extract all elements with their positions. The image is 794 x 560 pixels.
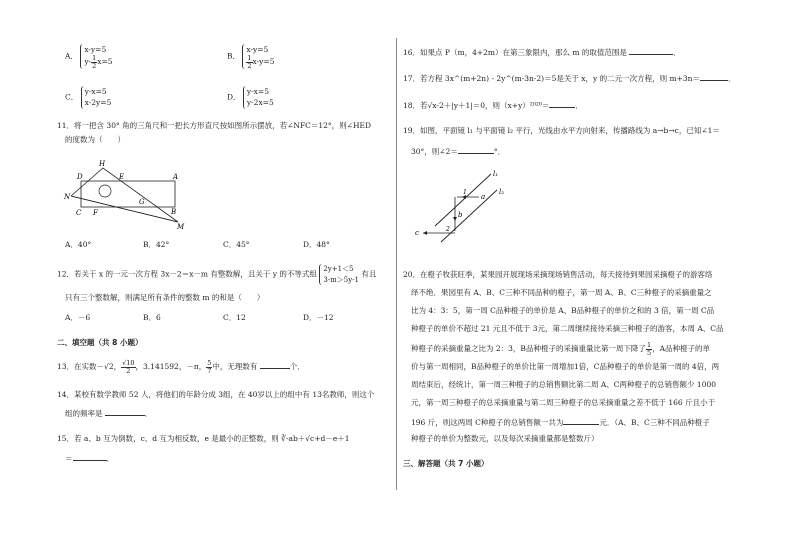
q10-a-frac-den: 2 [92, 61, 97, 70]
label-ray-c: c [415, 229, 419, 237]
label-angle-1: 1 [463, 189, 467, 196]
q18 [403, 99, 583, 111]
q20-line6: 价与第一周相同，B品种橙子的单价比第一周增加1倍，C品种橙子的单价是第一周的 4倍，两 [411, 362, 720, 371]
q19-line1: 19．如图，平面镜 l₁ 与平面镜 l₂ 平行，光线由水平方向射来，传播路线为 a→b→c，已知∠1＝ [403, 126, 720, 135]
label-m: M [177, 223, 185, 231]
q12-line1-end: 有且 [361, 269, 377, 279]
q17-end: ． [727, 74, 736, 83]
q11-option-c: C．45° [223, 240, 250, 249]
q10-b-system [242, 44, 274, 69]
q20-line10: 种橙子的单价为整数元，以及每次采摘重量都是整数斤） [411, 434, 599, 443]
q12-option-d: D．－12 [303, 313, 334, 322]
q13-post: 中，无理数有 [212, 362, 258, 371]
q10-a-label: A． [65, 51, 78, 61]
q19-line2 [411, 145, 505, 157]
q12-line2: 只有三个整数解，则满足所有条件的整数 m 的和是（ ） [65, 293, 265, 302]
q12-option-c: C．12 [223, 313, 246, 322]
q18-answer-blank[interactable] [549, 99, 575, 108]
q11-line2: 的度数为（ ） [65, 135, 125, 144]
arrow-b [453, 217, 457, 221]
label-b: B [171, 208, 177, 216]
q12-ineq2: 3-m＞5y-1 [323, 275, 360, 284]
q10-c-system [81, 86, 112, 109]
arrow-c [423, 231, 427, 235]
q11-option-d: D．48° [303, 240, 330, 249]
q10-a-eq2-pre: y- [84, 57, 92, 67]
q10-d-eq2: y-2x=5 [246, 98, 274, 108]
q15-line2 [65, 452, 114, 464]
q20-frac-den: 5 [646, 348, 652, 357]
q10-b-frac-den: 2 [247, 61, 252, 70]
q20-line7: 周结束后，经统计，第一周三种橙子的总销售额比第二周 A、C两种橙子的总销售额少 1000 [411, 380, 717, 389]
q15-end: ． [106, 454, 114, 463]
q20-line1: 20．在橙子牧获旺季，某果园开展现场采摘现场销售活动，每天接待到果园采摘橙子的游客络 [403, 270, 713, 279]
label-c: C [76, 209, 82, 217]
q17-answer-blank[interactable] [700, 72, 728, 81]
q11-option-a: A．40° [65, 240, 92, 249]
label-g: G [139, 198, 145, 206]
ruler-rectangle [81, 181, 175, 207]
q10-option-d [227, 86, 274, 109]
label-l2: l₂ [499, 188, 505, 196]
label-ray-a: a [481, 193, 486, 201]
q18-end: ． [575, 101, 583, 110]
q10-b-eq1: x-y=5 [246, 45, 269, 54]
q13-frac2-num: 5 [207, 359, 212, 367]
q12-ineq1: 2y+1＜5 [323, 265, 354, 273]
q16-text: 16．如果点 P（m，4+2m）在第三象限内，那么 m 的取值范围是 [403, 48, 627, 57]
q20-line5 [411, 342, 710, 356]
section-3-heading: 三、解答题（共 7 小题） [403, 459, 489, 468]
label-angle-2: 2 [446, 226, 450, 233]
q20-answer-blank[interactable] [563, 416, 599, 425]
q13-end: 个． [289, 362, 305, 371]
label-l1: l₁ [493, 170, 499, 178]
q10-option-a [65, 44, 113, 69]
q10-a-system [80, 44, 112, 69]
triangle-ruler [71, 168, 178, 222]
q14-end: ． [144, 409, 153, 418]
q10-d-eq1: y-x=5 [246, 87, 269, 96]
q15-line1: 15．若 a、b 互为倒数，c、d 互为相反数，e 是最小的正整数，则 ∛-ab＋√c+d－e＋1 [57, 434, 350, 443]
q13-frac2-den: 7 [207, 366, 212, 375]
q10-b-eq2: x-y=5 [252, 57, 275, 67]
q19-line2-text: 30°，则∠2＝ [411, 147, 458, 156]
q10-b-frac-num: 1 [247, 54, 252, 63]
label-h: H [99, 160, 106, 168]
triangle-hypotenuse [71, 196, 178, 222]
q13-pre: 13．在实数－√2， [57, 362, 122, 371]
q11-figure [63, 160, 183, 230]
q16-answer-blank[interactable] [629, 46, 673, 55]
q20-line8: 元，第一周三种橙子的总采摘重量与第二周三种橙子的总采摘重量之差不低于 166 斤且小于 [411, 398, 716, 407]
q10-a-frac-num: 1 [92, 54, 97, 63]
q16-end: ． [673, 48, 681, 57]
label-ray-b: b [458, 211, 463, 219]
q12-option-b: B．6 [143, 313, 161, 322]
q10-option-b [227, 44, 274, 69]
section-2-heading: 二、填空题（共 8 小题） [57, 338, 143, 347]
q13-mid: ，3.141592，－π， [135, 362, 207, 371]
q20-line4: 种橙子的单价不超过 21 元且不低于 3元，第二周继续接待采摘三种橙子的游客，本周 A、C品 [411, 324, 724, 333]
q18-text: 18．若√x-2＋|y＋1|＝0，则（x+y）²⁰²⁰＝ [403, 101, 550, 110]
q10-option-c [65, 86, 111, 109]
q13-frac1 [121, 360, 135, 374]
q15-equals: ＝ [65, 454, 73, 463]
q20-line5-end: ，A品种橙子的单 [652, 344, 710, 353]
column-divider [396, 38, 397, 490]
q10-b-label: B． [227, 51, 241, 61]
q19-figure [415, 168, 525, 243]
q10-a-eq2-post: x=5 [97, 57, 113, 67]
q19-end: °． [493, 147, 506, 156]
q20-frac-num: 1 [646, 341, 652, 349]
q13-frac1-den: 2 [126, 366, 131, 375]
triangle-hole [99, 185, 111, 197]
q10-a-eq1: x-y=5 [84, 45, 107, 54]
q10-c-eq1: y-x=5 [84, 87, 107, 96]
mirror-l2 [441, 190, 497, 242]
q13-frac1-num: √10 [122, 359, 135, 367]
q14-line2-text: 组的频率是 [65, 409, 103, 418]
q13-answer-blank[interactable] [260, 360, 290, 369]
q12-system [319, 264, 359, 285]
q19-answer-blank[interactable] [458, 145, 494, 154]
q12-line1 [57, 264, 376, 285]
label-n: N [64, 193, 71, 201]
q20-line9-end: 元．（A、B、C三种不同品种橙子 [599, 418, 710, 427]
q12-option-a: A．－6 [65, 313, 91, 322]
q14-line2 [65, 407, 152, 419]
q20-line9 [411, 416, 710, 428]
label-e: E [119, 173, 125, 181]
q20-line2: 绎不绝．果园里有 A、B、C三种不同品种的橙子，第一周 A、B、C三种橙子的采摘重量之 [411, 288, 712, 297]
q10-d-label: D． [227, 92, 241, 102]
q20-line9-text: 196 斤，则这两周 C种橙子的总销售额一共为 [411, 418, 564, 427]
q11-option-b: B．42° [143, 240, 170, 249]
q16 [403, 46, 681, 58]
q17 [403, 72, 735, 84]
q10-c-eq2: x-2y=5 [84, 98, 112, 108]
q14-answer-blank[interactable] [105, 407, 145, 416]
q12-line1-text: 12．若关于 x 的一元一次方程 3x－2＝x－m 有整数解，且关于 y 的不等式组 [57, 269, 317, 279]
label-d: D [77, 173, 83, 181]
q20-line3: 比为 4：3：5，第一周 C品种橙子的单价是 A、B品种橙子的单价之和的 3 倍，第一周 C品 [411, 306, 715, 315]
q10-c-label: C． [65, 92, 79, 102]
q11-line1: 11．将一把含 30° 角的三角尺和一把长方形直尺按如图所示摆放，若∠NFC＝12°，则∠HED [57, 121, 371, 130]
label-f: F [93, 209, 98, 217]
q14-line1: 14．某校有数学教师 52 人，将他们的年龄分成 3组，在 40岁以上的组中有 13名教师，则这个 [57, 390, 375, 399]
q15-answer-blank[interactable] [73, 452, 107, 461]
q20-line5-text: 种橙子的采摘重量之比为 2：3，B品种橙子的采摘重量比第一周下降了 [411, 344, 646, 353]
q17-text: 17．若方程 3x^(m+2n) - 2y^(m-3n-2)＝5是关于 x，y 的二元一次方程，则 m+3n＝ [403, 74, 700, 83]
q13 [57, 360, 305, 374]
label-a: A [173, 173, 179, 181]
q10-d-system [243, 86, 274, 109]
